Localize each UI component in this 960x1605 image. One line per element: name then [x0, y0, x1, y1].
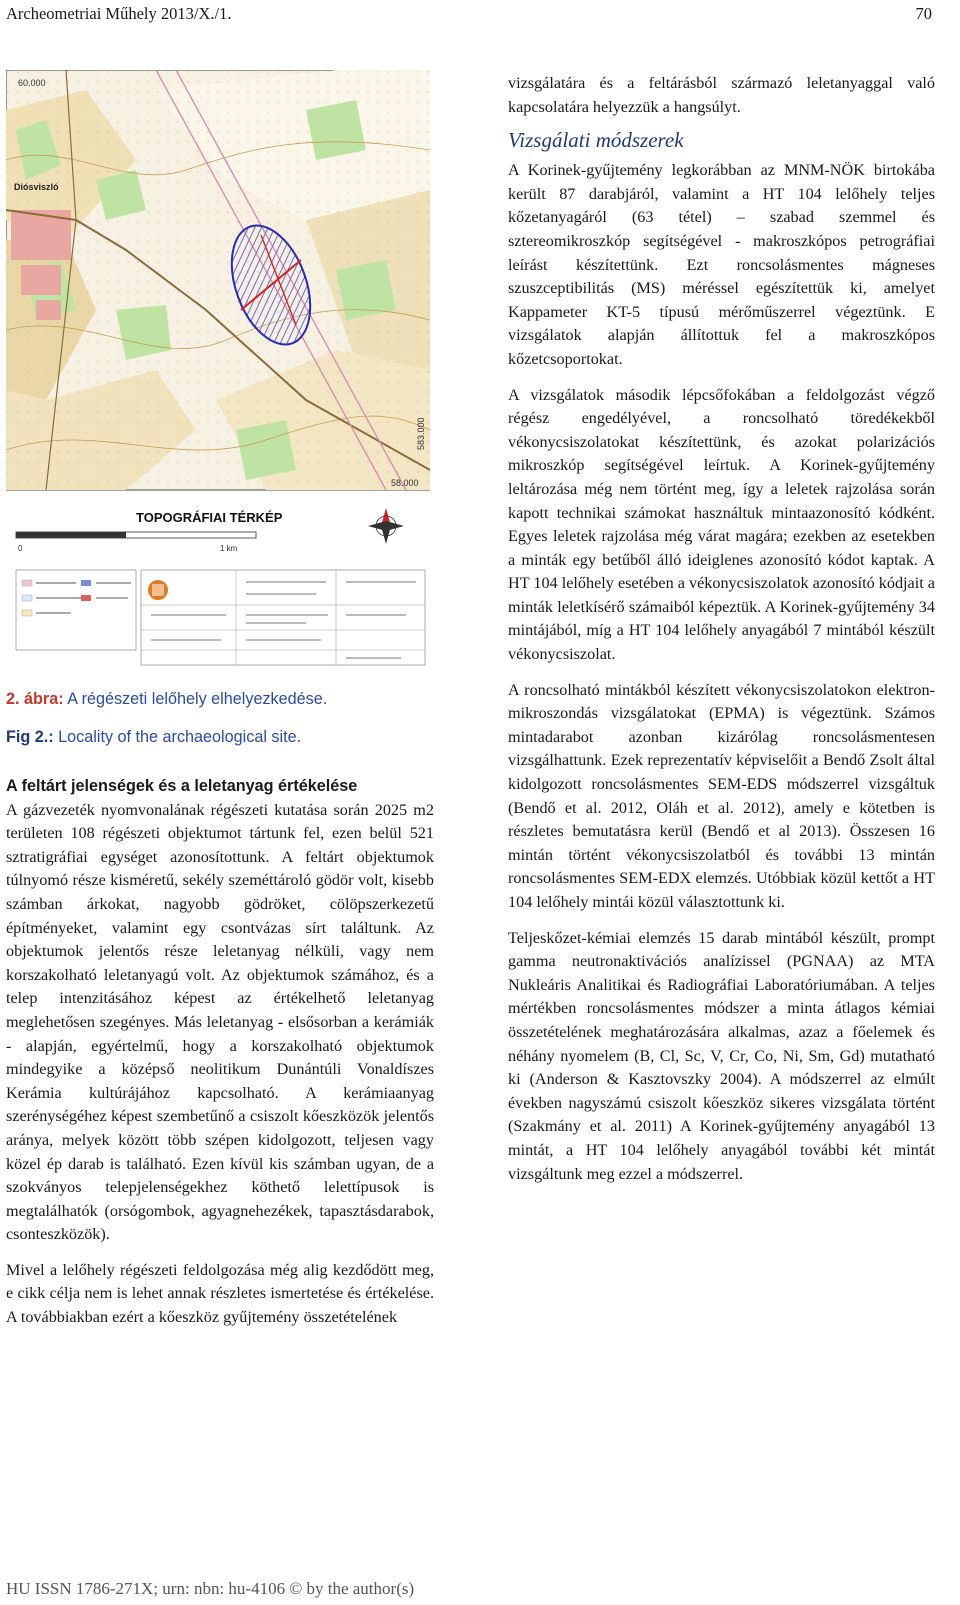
journal-header: Archeometriai Műhely 2013/X./1. — [6, 4, 232, 23]
figure-caption — [6, 686, 434, 750]
footer-issn: HU ISSN 1786-271X; urn: nbn: hu-4106 © by the author(s) — [6, 1579, 415, 1598]
north-arrow-icon — [368, 508, 404, 544]
topographic-map-figure — [6, 70, 430, 670]
map-coordinate-bottom: 58.000 — [391, 478, 419, 488]
paragraph-methods-4: Teljeskőzet-kémiai elemzés 15 darab mintából készült, prompt gamma neutronaktivációs analízissel (PGNAA) az MTA Nukleáris Analitikai és Radiográfiai Laboratóriumában. A teljes mértékben roncsolásmentes módszer a minta átlagos kémiai összetételének meghatározására alkalmas, azaz a főelemek és néhány nyomelem (B, Cl, Sc, V, Cr, Co, Ni, Sm, Gd) mutatható ki (Anderson & Kasztovszky 2004). A módszerrel az elmúlt években nagyszámú csiszolt kőeszköz sikeres vizsgálata történt (Szakmány et al. 2011) A Korinek-gyűjtemény anyagából 13 mintát, a HT 104 lelőhely anyagából további két mintát vizsgáltunk meg ezzel a módszerrel. — [508, 928, 935, 1183]
caption-hungarian — [6, 686, 434, 712]
map-coordinate-right: 583.000 — [416, 417, 426, 450]
section-heading-findings: A feltárt jelenségek és a leletanyag értékelése — [6, 777, 358, 795]
caption-en-text: Locality of the archaeological site. — [53, 728, 302, 746]
map-legend — [16, 570, 136, 650]
caption-en-label: Fig 2.: — [6, 728, 54, 746]
map-scale-end: 1 km — [220, 544, 238, 553]
caption-hu-label: 2. ábra: — [6, 690, 64, 708]
paragraph-intro-continued: vizsgálatára és a feltárásból származó leletanyaggal való kapcsolatára helyezzük a hangsúlyt. — [508, 74, 935, 116]
caption-hu-text: A régészeti lelőhely elhelyezkedése. — [63, 690, 328, 708]
paragraph-methods-2: A vizsgálatok második lépcsőfokában a feldolgozást végző régész engedélyével, a roncsolható töredékekből vékonycsiszolatokat készítettünk, és azokat polarizációs mikroszkóp segítségével leírtuk. A Korinek-gyűjtemény leltározása még nem történt meg, így a leletek rajzolása során kapott technikai számokat használtuk mintaazonosító kódként. Egyes leletek rajzolása még várat magára; ezekben az esetekben a minták egy betűből álló ideiglenes azonosító kódot kaptak. A HT 104 lelőhely esetében a vékonycsiszolatok azonosító kódjait a minták leletkísérő számaiból képeztük. A Korinek-gyűjtemény 34 mintájából, míg a HT 104 lelőhely anyagából 7 mintából készült vékonycsiszolat. — [508, 385, 935, 664]
map-title-block — [141, 570, 425, 665]
map-village-label: Diósviszló — [14, 182, 59, 192]
left-column — [6, 775, 434, 1330]
paragraph-findings: A gázvezeték nyomvonalának régészeti kutatása során 2025 m2 területen 108 régészeti objektumot tártunk fel, ezen belül 521 sztratigráfiai egységet azonosítottunk. A feltárt objektumok túlnyomó része kisméretű, sekély szeméttároló gödör volt, kisebb számban árkokat, nagyobb gödröket, cölöpszerkezetű építményeket, valamint egy csontvázas sírt találtunk. Az objektumok jelentős része leletanyag nélküli, vagy nem korszakolható leletanyagú volt. Az objektumok számához, és a telep intenzitásához képest az értékelhető leletanyag meglehetősen szegényes. Más leletanyag - elsősorban a kerámiák - alapján, egyértelmű, hogy a korszakolható objektumok mindegyike a középső neolitikum Dunántúli Vonaldíszes Kerámia kultúrájához kapcsolható. A kerámiaanyag szerénységéhez képest szembetűnő a csiszolt kőeszközök jelentős aránya, melyek között több szépen kidolgozott, teljesen vagy közel ép darab is található. Ezen kívül kis számban ugyan, de a szokványos telepjelenségekhez köthető lelettípusok is megtalálhatók (orsógombok, agyagnehezékek, tapasztásdarabok, csonteszközök). — [6, 800, 434, 1244]
map-title: TOPOGRÁFIAI TÉRKÉP — [136, 510, 283, 525]
section-title-methods: Vizsgálati módszerek — [508, 128, 684, 153]
paragraph-methods-3: A roncsolható mintákból készített vékonycsiszolatokon elektron-mikroszondás vizsgálatokat (EPMA) is végeztünk. Számos mintadarabot azonban kizárólag roncsolásmentesen vizsgálhattunk. Ezek reprezentatív képviselőit a Bendő Zsolt által kidolgozott roncsolásmentes SEM-EDS módszerrel vizsgáltuk (Bendő et al. 2012, Oláh et al. 2012), amely e kötetben is részletes bemutatásra kerül (Bendő et al 2013). Összesen 16 mintán történt vékonycsiszolatból és további 13 mintán roncsolásmentes SEM-EDX elemzés. Utóbbiak közül kettőt a HT 104 lelőhely mintái közül választottunk ki. — [508, 680, 935, 911]
paragraph-methods-1: A Korinek-gyűjtemény legkorábban az MNM-NÖK birtokába került 87 darabjáról, valamint a HT 104 lelőhely teljes kőzetanyagáról (63 tétel) – szabad szemmel és sztereomikroszkóp segítségével - makroszkópos petrográfiai leírást készítettünk. Ezt roncsolásmentes mágneses szuszceptibilitás (MS) méréssel egészítettük ki, amelyet Kappameter KT-5 típusú mérőműszerrel végeztünk. E vizsgálatok alapján állítottuk fel a makroszkópos kőzetcsoportokat. — [508, 161, 935, 368]
right-column — [508, 72, 935, 1186]
map-scale-start: 0 — [18, 544, 23, 553]
topographic-map — [6, 70, 430, 670]
caption-english — [6, 724, 434, 750]
map-coordinate-top: 60.000 — [18, 78, 46, 88]
page-number: 70 — [915, 4, 932, 23]
paragraph-purpose: Mivel a lelőhely régészeti feldolgozása még alig kezdődött meg, e cikk célja nem is lehet annak részletes ismertetése és értékelése. A továbbiakban ezért a kőeszköz gyűjtemény összetételének — [6, 1260, 434, 1327]
